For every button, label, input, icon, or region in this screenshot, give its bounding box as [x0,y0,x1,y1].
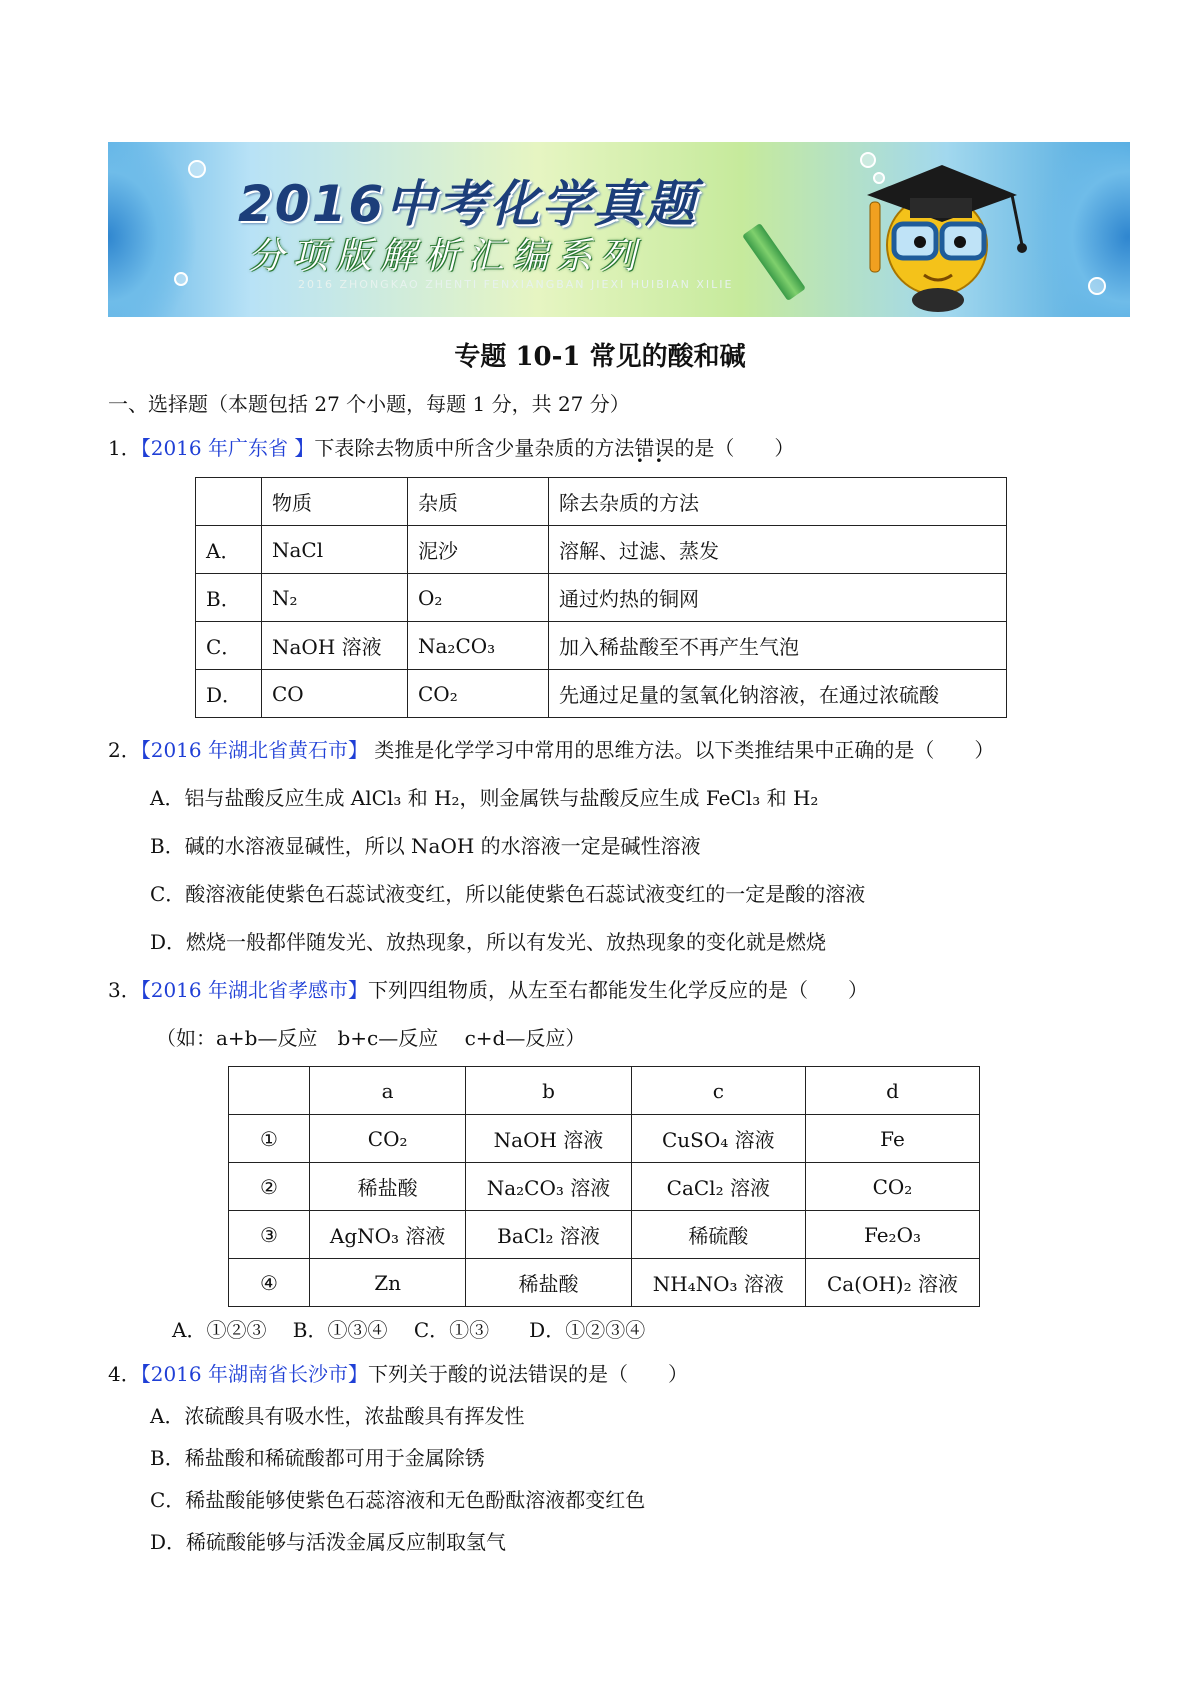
bubble-icon [188,160,206,178]
table-cell: CO [262,670,408,718]
table-cell: ④ [229,1259,310,1307]
table-row [196,526,1007,574]
table-cell: 通过灼热的铜网 [549,574,1007,622]
table-cell: b [466,1067,631,1115]
table-row [196,670,1007,718]
table-cell: O₂ [408,574,549,622]
question-source: 【2016 年湖南省长沙市】 [140,1362,368,1386]
question-number: 3． [108,978,141,1002]
table-header-row [196,478,1007,526]
table-cell: CaCl₂ 溶液 [631,1163,805,1211]
table-cell: N₂ [262,574,408,622]
question-4-stem [108,1358,688,1387]
question-text: 下列关于酸的说法错误的是（ ） [368,1362,688,1386]
table-cell: ③ [229,1211,310,1259]
option-c: C．稀盐酸能够使紫色石蕊溶液和无色酚酞溶液都变红色 [150,1488,646,1512]
table-cell: Fe [805,1115,979,1163]
bubble-icon [1088,277,1106,295]
page-title: 专题 10-1 常见的酸和碱 [454,342,746,372]
table-cell: 除去杂质的方法 [549,478,1007,526]
table-cell: Ca(OH)₂ 溶液 [805,1259,979,1307]
table-row [196,574,1007,622]
table-cell: BaCl₂ 溶液 [466,1211,631,1259]
table-cell: 稀盐酸 [310,1163,466,1211]
option-d: D．稀硫酸能够与活泼金属反应制取氢气 [150,1530,507,1554]
table-cell: CO₂ [805,1163,979,1211]
question-source: 【2016 年湖北省黄石市】 [140,738,368,762]
table-cell: D． [196,670,262,718]
table-cell: AgNO₃ 溶液 [310,1211,466,1259]
table-cell: 先通过足量的氢氧化钠溶液，在通过浓硫酸 [549,670,1007,718]
table-cell: 稀盐酸 [466,1259,631,1307]
question-text: 下列四组物质，从左至右都能发生化学反应的是（ ） [368,978,868,1002]
table-cell: NaOH 溶液 [262,622,408,670]
question-number: 4． [108,1362,141,1386]
question-number: 1． [108,436,141,460]
question-source: 【2016 年广东省 】 [140,436,315,460]
pencil-icon [742,223,806,301]
table-cell: Na₂CO₃ 溶液 [466,1163,631,1211]
table-cell: ① [229,1115,310,1163]
table-row [229,1259,980,1307]
emphasis-text: 错误 ·· [634,436,674,460]
table-cell: Zn [310,1259,466,1307]
table-cell: 杂质 [408,478,549,526]
banner-title: 2016中考化学真题 [238,175,698,233]
table-cell: Na₂CO₃ [408,622,549,670]
option-a: A．浓硫酸具有吸水性，浓盐酸具有挥发性 [150,1404,525,1428]
table-row [229,1115,980,1163]
bubble-icon [174,272,188,286]
table-row [196,622,1007,670]
question-3-options: A．①②③ B．①③④ C．①③ D．①②③④ [172,1318,646,1342]
question-2-stem [108,734,994,763]
question-3-stem [108,974,868,1003]
table-cell: C． [196,622,262,670]
table-cell: d [805,1067,979,1115]
table-cell: 稀硫酸 [631,1211,805,1259]
table-cell: CO₂ [310,1115,466,1163]
table-cell: NaCl [262,526,408,574]
table-row [229,1163,980,1211]
table-header-row [229,1067,980,1115]
option-a: A．铝与盐酸反应生成 AlCl₃ 和 H₂，则金属铁与盐酸反应生成 FeCl₃ 和 H₂ [150,786,819,810]
banner-wave-left [108,142,198,317]
banner-pinyin: 2016 ZHONGKAO ZHENTI FENXIANGBAN JIEXI HUIBIAN XILIE [298,278,734,291]
question-1-table [195,477,1007,718]
question-text: 下表除去物质中所含少量杂质的方法 [314,436,635,460]
mascot-owl-icon [842,150,1052,315]
table-cell: NaOH 溶液 [466,1115,631,1163]
banner-subtitle: 分项版解析汇编系列 [248,236,645,277]
question-text: 的是（ ） [674,436,795,460]
table-cell: CO₂ [408,670,549,718]
question-number: 2． [108,738,141,762]
table-cell: Fe₂O₃ [805,1211,979,1259]
table-row [229,1211,980,1259]
table-cell: c [631,1067,805,1115]
table-cell: A． [196,526,262,574]
table-cell: 溶解、过滤、蒸发 [549,526,1007,574]
question-1-stem [108,432,794,461]
table-cell: B． [196,574,262,622]
question-source: 【2016 年湖北省孝感市】 [140,978,368,1002]
question-text: 类推是化学学习中常用的思维方法。以下类推结果中正确的是（ ） [368,738,995,762]
table-cell: NH₄NO₃ 溶液 [631,1259,805,1307]
table-cell: ② [229,1163,310,1211]
table-cell: a [310,1067,466,1115]
table-cell [196,478,262,526]
section-heading: 一、选择题（本题包括 27 个小题，每题 1 分，共 27 分） [108,392,630,416]
question-3-table [228,1066,980,1307]
option-b: B．稀盐酸和稀硫酸都可用于金属除锈 [150,1446,485,1470]
option-d: D．燃烧一般都伴随发光、放热现象，所以有发光、放热现象的变化就是燃烧 [150,930,827,954]
option-c: C．酸溶液能使紫色石蕊试液变红，所以能使紫色石蕊试液变红的一定是酸的溶液 [150,882,866,906]
table-cell: 泥沙 [408,526,549,574]
table-cell: 加入稀盐酸至不再产生气泡 [549,622,1007,670]
table-cell: 物质 [262,478,408,526]
table-cell [229,1067,310,1115]
table-cell: CuSO₄ 溶液 [631,1115,805,1163]
option-b: B．碱的水溶液显碱性，所以 NaOH 的水溶液一定是碱性溶液 [150,834,701,858]
question-3-note: （如：a+b—反应 b+c—反应 c+d—反应） [156,1026,586,1050]
